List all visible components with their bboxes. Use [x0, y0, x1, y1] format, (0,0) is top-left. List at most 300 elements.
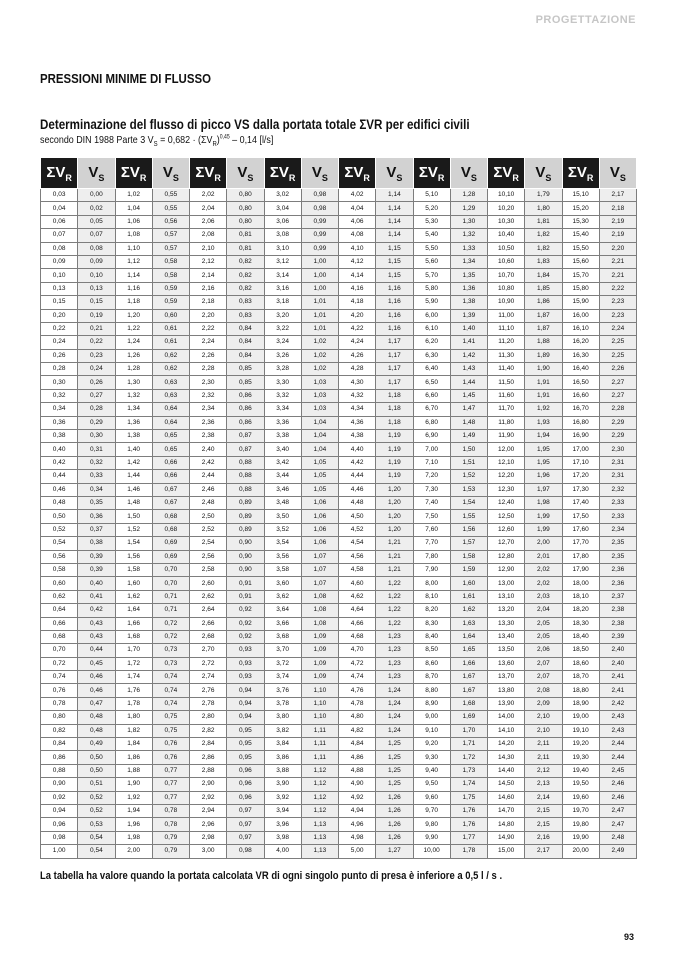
cell-sum-vr: 5,70	[413, 269, 450, 282]
table-row	[41, 189, 637, 202]
cell-sum-vr: 10,50	[488, 242, 525, 255]
table-row	[41, 363, 637, 376]
cell-vs: 2,11	[525, 738, 562, 751]
cell-vs: 1,04	[301, 443, 338, 456]
cell-vs: 0,33	[78, 470, 115, 483]
cell-vs: 0,72	[152, 617, 189, 630]
cell-sum-vr: 18,60	[562, 657, 599, 670]
cell-vs: 1,21	[376, 550, 413, 563]
cell-vs: 0,41	[78, 590, 115, 603]
cell-sum-vr: 4,44	[339, 470, 376, 483]
cell-vs: 0,55	[152, 189, 189, 202]
cell-sum-vr: 4,70	[339, 644, 376, 657]
cell-sum-vr: 17,40	[562, 496, 599, 509]
cell-sum-vr: 1,46	[115, 483, 152, 496]
cell-vs: 2,23	[599, 309, 636, 322]
cell-vs: 0,88	[227, 470, 264, 483]
cell-vs: 0,29	[78, 416, 115, 429]
cell-vs: 0,91	[227, 590, 264, 603]
formula-middle: = 0,682 · (ΣV	[157, 134, 213, 146]
cell-vs: 0,15	[78, 296, 115, 309]
cell-sum-vr: 2,04	[190, 202, 227, 215]
cell-vs: 0,48	[78, 711, 115, 724]
cell-sum-vr: 3,58	[264, 563, 301, 576]
cell-sum-vr: 1,90	[115, 778, 152, 791]
cell-vs: 0,85	[227, 363, 264, 376]
cell-vs: 1,02	[301, 336, 338, 349]
cell-vs: 0,67	[152, 483, 189, 496]
cell-sum-vr: 4,32	[339, 389, 376, 402]
cell-vs: 1,26	[376, 818, 413, 831]
cell-vs: 1,11	[301, 724, 338, 737]
cell-sum-vr: 3,02	[264, 189, 301, 202]
cell-sum-vr: 11,80	[488, 416, 525, 429]
cell-sum-vr: 2,66	[190, 617, 227, 630]
cell-vs: 1,15	[376, 269, 413, 282]
cell-sum-vr: 11,30	[488, 349, 525, 362]
cell-vs: 1,71	[450, 738, 487, 751]
cell-vs: 1,76	[450, 804, 487, 817]
cell-vs: 1,17	[376, 336, 413, 349]
cell-sum-vr: 6,40	[413, 363, 450, 376]
cell-vs: 0,98	[301, 202, 338, 215]
cell-sum-vr: 8,30	[413, 617, 450, 630]
cell-vs: 0,46	[78, 684, 115, 697]
cell-sum-vr: 3,94	[264, 804, 301, 817]
cell-sum-vr: 4,36	[339, 416, 376, 429]
cell-vs: 0,81	[227, 229, 264, 242]
header-sub: S	[321, 172, 328, 183]
cell-vs: 0,71	[152, 604, 189, 617]
cell-sum-vr: 1,32	[115, 389, 152, 402]
cell-sum-vr: 4,74	[339, 671, 376, 684]
cell-vs: 2,36	[599, 577, 636, 590]
cell-sum-vr: 3,56	[264, 550, 301, 563]
cell-vs: 0,27	[78, 389, 115, 402]
cell-vs: 1,40	[450, 322, 487, 335]
cell-vs: 1,96	[525, 470, 562, 483]
header-main: ΣV	[344, 163, 364, 181]
cell-vs: 0,37	[78, 523, 115, 536]
cell-vs: 0,67	[152, 496, 189, 509]
cell-sum-vr: 1,76	[115, 684, 152, 697]
cell-vs: 0,43	[78, 630, 115, 643]
cell-vs: 0,73	[152, 657, 189, 670]
cell-sum-vr: 9,10	[413, 724, 450, 737]
cell-sum-vr: 1,10	[115, 242, 152, 255]
cell-vs: 0,99	[301, 229, 338, 242]
cell-vs: 1,20	[376, 523, 413, 536]
section-tag: PROGETTAZIONE	[535, 14, 636, 26]
cell-sum-vr: 3,66	[264, 617, 301, 630]
cell-vs: 1,20	[376, 496, 413, 509]
cell-vs: 2,29	[599, 430, 636, 443]
cell-sum-vr: 14,10	[488, 724, 525, 737]
cell-sum-vr: 0,46	[41, 483, 78, 496]
cell-vs: 0,54	[78, 831, 115, 844]
cell-vs: 0,69	[152, 537, 189, 550]
cell-vs: 1,85	[525, 282, 562, 295]
cell-vs: 2,11	[525, 751, 562, 764]
cell-vs: 2,43	[599, 724, 636, 737]
cell-vs: 1,75	[450, 791, 487, 804]
cell-sum-vr: 2,42	[190, 456, 227, 469]
cell-vs: 1,78	[450, 845, 487, 858]
cell-vs: 0,87	[227, 443, 264, 456]
header-main: ΣV	[195, 163, 215, 181]
cell-sum-vr: 12,90	[488, 563, 525, 576]
table-row	[41, 215, 637, 228]
cell-sum-vr: 6,90	[413, 430, 450, 443]
cell-vs: 0,78	[152, 804, 189, 817]
cell-vs: 1,12	[301, 778, 338, 791]
cell-sum-vr: 12,30	[488, 483, 525, 496]
cell-sum-vr: 15,20	[562, 202, 599, 215]
cell-sum-vr: 2,12	[190, 255, 227, 268]
cell-vs: 0,61	[152, 336, 189, 349]
cell-vs: 2,07	[525, 657, 562, 670]
cell-sum-vr: 1,72	[115, 657, 152, 670]
table-row	[41, 296, 637, 309]
cell-vs: 0,97	[227, 831, 264, 844]
cell-vs: 0,54	[78, 845, 115, 858]
cell-sum-vr: 3,40	[264, 443, 301, 456]
cell-sum-vr: 2,06	[190, 215, 227, 228]
cell-vs: 1,20	[376, 483, 413, 496]
cell-sum-vr: 4,86	[339, 751, 376, 764]
cell-vs: 1,03	[301, 376, 338, 389]
page-number: 93	[623, 932, 634, 942]
cell-sum-vr: 19,10	[562, 724, 599, 737]
cell-vs: 1,81	[525, 215, 562, 228]
cell-sum-vr: 15,10	[562, 189, 599, 202]
table-row	[41, 336, 637, 349]
cell-vs: 0,94	[227, 711, 264, 724]
cell-sum-vr: 3,72	[264, 657, 301, 670]
cell-vs: 1,20	[376, 510, 413, 523]
cell-vs: 0,96	[227, 778, 264, 791]
table-row	[41, 282, 637, 295]
cell-vs: 1,09	[301, 657, 338, 670]
table-row	[41, 496, 637, 509]
cell-sum-vr: 2,30	[190, 376, 227, 389]
cell-sum-vr: 12,00	[488, 443, 525, 456]
cell-sum-vr: 19,20	[562, 738, 599, 751]
cell-vs: 1,08	[301, 590, 338, 603]
cell-vs: 0,74	[152, 671, 189, 684]
cell-sum-vr: 0,24	[41, 336, 78, 349]
cell-sum-vr: 13,40	[488, 630, 525, 643]
cell-vs: 1,23	[376, 644, 413, 657]
cell-sum-vr: 1,64	[115, 604, 152, 617]
cell-vs: 0,55	[152, 202, 189, 215]
cell-vs: 1,13	[301, 818, 338, 831]
cell-vs: 1,23	[376, 630, 413, 643]
cell-sum-vr: 13,10	[488, 590, 525, 603]
cell-sum-vr: 4,50	[339, 510, 376, 523]
cell-sum-vr: 4,60	[339, 577, 376, 590]
cell-sum-vr: 17,30	[562, 483, 599, 496]
cell-sum-vr: 5,10	[413, 189, 450, 202]
cell-sum-vr: 3,50	[264, 510, 301, 523]
cell-vs: 1,59	[450, 563, 487, 576]
cell-vs: 1,07	[301, 550, 338, 563]
cell-sum-vr: 19,00	[562, 711, 599, 724]
cell-sum-vr: 0,26	[41, 349, 78, 362]
header-vs	[450, 158, 487, 189]
cell-vs: 1,95	[525, 456, 562, 469]
cell-vs: 0,99	[301, 242, 338, 255]
cell-sum-vr: 0,08	[41, 242, 78, 255]
cell-vs: 2,30	[599, 443, 636, 456]
cell-vs: 0,43	[78, 617, 115, 630]
header-main: V	[311, 163, 322, 181]
cell-vs: 1,12	[301, 764, 338, 777]
cell-vs: 0,81	[227, 242, 264, 255]
cell-vs: 1,57	[450, 537, 487, 550]
cell-sum-vr: 9,40	[413, 764, 450, 777]
cell-sum-vr: 3,60	[264, 577, 301, 590]
cell-sum-vr: 1,22	[115, 322, 152, 335]
cell-sum-vr: 4,52	[339, 523, 376, 536]
cell-sum-vr: 0,68	[41, 630, 78, 643]
cell-vs: 1,58	[450, 550, 487, 563]
header-sub: S	[247, 172, 254, 183]
cell-vs: 0,57	[152, 242, 189, 255]
cell-vs: 1,99	[525, 510, 562, 523]
cell-sum-vr: 3,32	[264, 389, 301, 402]
cell-sum-vr: 0,07	[41, 229, 78, 242]
cell-vs: 0,90	[227, 563, 264, 576]
header-sub: S	[172, 172, 179, 183]
cell-sum-vr: 1,38	[115, 430, 152, 443]
cell-vs: 1,61	[450, 590, 487, 603]
cell-vs: 1,15	[376, 242, 413, 255]
cell-sum-vr: 3,86	[264, 751, 301, 764]
table-row	[41, 818, 637, 831]
cell-sum-vr: 2,62	[190, 590, 227, 603]
header-main: ΣV	[46, 163, 66, 181]
cell-vs: 0,31	[78, 443, 115, 456]
cell-sum-vr: 6,50	[413, 376, 450, 389]
cell-vs: 1,53	[450, 483, 487, 496]
cell-vs: 0,76	[152, 738, 189, 751]
cell-vs: 1,33	[450, 242, 487, 255]
cell-sum-vr: 2,86	[190, 751, 227, 764]
cell-sum-vr: 1,84	[115, 738, 152, 751]
cell-sum-vr: 0,06	[41, 215, 78, 228]
cell-vs: 0,92	[227, 630, 264, 643]
table-row	[41, 470, 637, 483]
cell-vs: 2,10	[525, 711, 562, 724]
cell-vs: 1,25	[376, 751, 413, 764]
cell-vs: 2,28	[599, 403, 636, 416]
cell-sum-vr: 0,84	[41, 738, 78, 751]
header-main: V	[237, 163, 248, 181]
formula-prefix: secondo DIN 1988 Parte 3 V	[40, 134, 154, 146]
table-row	[41, 804, 637, 817]
cell-sum-vr: 13,50	[488, 644, 525, 657]
cell-vs: 1,12	[301, 804, 338, 817]
cell-vs: 1,48	[450, 416, 487, 429]
cell-vs: 0,00	[78, 189, 115, 202]
cell-sum-vr: 1,14	[115, 269, 152, 282]
table-row	[41, 604, 637, 617]
cell-vs: 0,99	[301, 215, 338, 228]
cell-sum-vr: 10,10	[488, 189, 525, 202]
cell-vs: 1,92	[525, 403, 562, 416]
cell-sum-vr: 6,00	[413, 309, 450, 322]
cell-sum-vr: 15,60	[562, 255, 599, 268]
cell-sum-vr: 11,00	[488, 309, 525, 322]
cell-sum-vr: 9,30	[413, 751, 450, 764]
cell-sum-vr: 7,90	[413, 563, 450, 576]
cell-sum-vr: 0,96	[41, 818, 78, 831]
cell-vs: 0,65	[152, 430, 189, 443]
cell-sum-vr: 17,80	[562, 550, 599, 563]
cell-vs: 0,68	[152, 523, 189, 536]
cell-vs: 0,02	[78, 202, 115, 215]
cell-sum-vr: 14,20	[488, 738, 525, 751]
cell-sum-vr: 0,52	[41, 523, 78, 536]
cell-vs: 2,43	[599, 711, 636, 724]
cell-vs: 1,64	[450, 630, 487, 643]
cell-sum-vr: 2,90	[190, 778, 227, 791]
cell-sum-vr: 9,50	[413, 778, 450, 791]
cell-sum-vr: 3,34	[264, 403, 301, 416]
cell-sum-vr: 8,60	[413, 657, 450, 670]
cell-vs: 1,97	[525, 483, 562, 496]
cell-sum-vr: 3,22	[264, 322, 301, 335]
cell-vs: 0,66	[152, 470, 189, 483]
cell-vs: 2,13	[525, 778, 562, 791]
cell-vs: 2,45	[599, 764, 636, 777]
table-note: La tabella ha valore quando la portata calcolata VR di ogni singolo punto di presa è inferiore a 0,5 l / s .	[40, 870, 503, 882]
cell-sum-vr: 3,08	[264, 229, 301, 242]
cell-vs: 2,15	[525, 818, 562, 831]
cell-sum-vr: 1,50	[115, 510, 152, 523]
cell-sum-vr: 1,42	[115, 456, 152, 469]
cell-vs: 2,19	[599, 215, 636, 228]
cell-vs: 1,16	[376, 309, 413, 322]
header-main: ΣV	[269, 163, 289, 181]
cell-vs: 2,31	[599, 470, 636, 483]
cell-sum-vr: 19,30	[562, 751, 599, 764]
cell-sum-vr: 0,30	[41, 376, 78, 389]
cell-vs: 0,82	[227, 269, 264, 282]
cell-sum-vr: 13,60	[488, 657, 525, 670]
cell-vs: 0,94	[227, 684, 264, 697]
cell-vs: 1,98	[525, 496, 562, 509]
cell-sum-vr: 4,46	[339, 483, 376, 496]
cell-sum-vr: 5,00	[339, 845, 376, 858]
cell-vs: 1,21	[376, 563, 413, 576]
header-sub: R	[288, 172, 296, 183]
cell-sum-vr: 3,78	[264, 697, 301, 710]
cell-vs: 1,19	[376, 443, 413, 456]
header-sub: S	[98, 172, 105, 183]
cell-sum-vr: 2,08	[190, 229, 227, 242]
cell-sum-vr: 10,00	[413, 845, 450, 858]
cell-vs: 2,04	[525, 604, 562, 617]
formula-r-sub: R	[212, 141, 217, 149]
cell-vs: 2,24	[599, 322, 636, 335]
header-sub: R	[139, 172, 147, 183]
cell-vs: 0,50	[78, 751, 115, 764]
cell-vs: 1,26	[376, 791, 413, 804]
cell-vs: 0,58	[152, 255, 189, 268]
cell-vs: 1,05	[301, 483, 338, 496]
cell-vs: 1,50	[450, 443, 487, 456]
cell-vs: 0,60	[152, 309, 189, 322]
cell-vs: 1,80	[525, 202, 562, 215]
cell-vs: 2,29	[599, 416, 636, 429]
cell-vs: 0,84	[227, 322, 264, 335]
cell-vs: 1,77	[450, 831, 487, 844]
cell-vs: 0,77	[152, 778, 189, 791]
cell-sum-vr: 0,09	[41, 255, 78, 268]
cell-sum-vr: 0,40	[41, 443, 78, 456]
cell-vs: 0,94	[227, 697, 264, 710]
cell-sum-vr: 1,44	[115, 470, 152, 483]
table-row	[41, 590, 637, 603]
cell-sum-vr: 4,80	[339, 711, 376, 724]
cell-sum-vr: 1,52	[115, 523, 152, 536]
cell-sum-vr: 1,28	[115, 363, 152, 376]
cell-sum-vr: 2,48	[190, 496, 227, 509]
header-main: V	[535, 163, 546, 181]
cell-vs: 2,34	[599, 523, 636, 536]
table-row	[41, 684, 637, 697]
formula-s-sub: S	[153, 141, 158, 149]
cell-vs: 0,34	[78, 483, 115, 496]
cell-sum-vr: 15,30	[562, 215, 599, 228]
cell-vs: 1,88	[525, 336, 562, 349]
cell-vs: 1,06	[301, 537, 338, 550]
cell-vs: 1,01	[301, 309, 338, 322]
header-sum-vr	[488, 158, 525, 189]
cell-sum-vr: 3,54	[264, 537, 301, 550]
header-vs	[599, 158, 636, 189]
cell-sum-vr: 1,86	[115, 751, 152, 764]
cell-sum-vr: 4,04	[339, 202, 376, 215]
cell-sum-vr: 10,30	[488, 215, 525, 228]
cell-sum-vr: 3,98	[264, 831, 301, 844]
cell-sum-vr: 1,66	[115, 617, 152, 630]
cell-vs: 1,18	[376, 389, 413, 402]
cell-vs: 1,41	[450, 336, 487, 349]
cell-vs: 1,26	[376, 831, 413, 844]
cell-vs: 0,80	[227, 202, 264, 215]
cell-sum-vr: 5,80	[413, 282, 450, 295]
cell-vs: 2,00	[525, 537, 562, 550]
cell-vs: 1,66	[450, 657, 487, 670]
cell-sum-vr: 8,10	[413, 590, 450, 603]
cell-sum-vr: 4,28	[339, 363, 376, 376]
cell-sum-vr: 1,78	[115, 697, 152, 710]
cell-vs: 0,93	[227, 671, 264, 684]
table-row	[41, 376, 637, 389]
cell-sum-vr: 6,80	[413, 416, 450, 429]
cell-vs: 1,19	[376, 470, 413, 483]
cell-sum-vr: 2,40	[190, 443, 227, 456]
header-sum-vr	[562, 158, 599, 189]
cell-vs: 1,69	[450, 711, 487, 724]
cell-sum-vr: 2,78	[190, 697, 227, 710]
cell-sum-vr: 16,70	[562, 403, 599, 416]
cell-sum-vr: 4,18	[339, 296, 376, 309]
cell-sum-vr: 4,96	[339, 818, 376, 831]
